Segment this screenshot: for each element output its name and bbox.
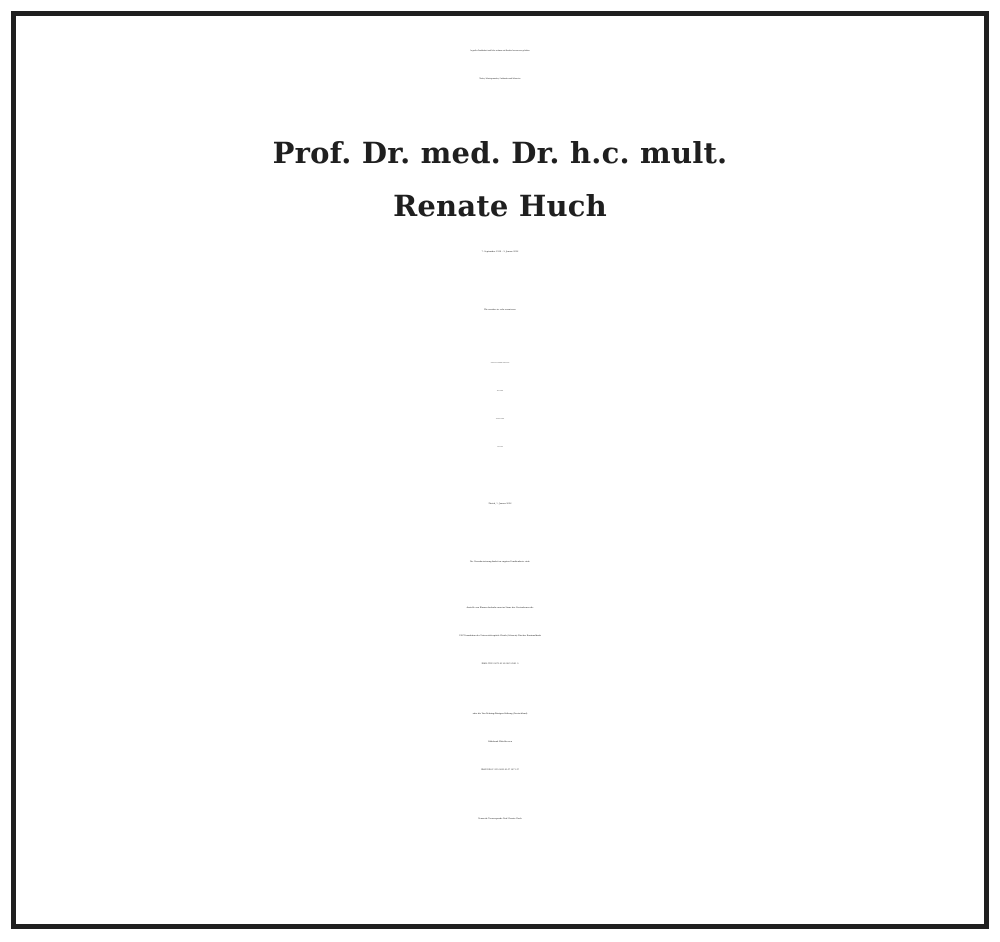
life-dates: 7. September 1938 – 3. Januar 2026 <box>481 251 519 253</box>
family-member: Tara Kubik <box>496 391 504 392</box>
place-date: Zürich, 5. Januar 2026 <box>488 503 512 505</box>
donation-alt-line-2: Volksbank Mittelhessen <box>487 741 513 743</box>
family-member: Ulla Klenk <box>497 447 503 448</box>
family-member: Rahel und Christian Kubik-Huch <box>490 363 510 364</box>
intro-line-2: Mutter, Schwiegermutter, Großmutter und Schwester <box>479 79 521 80</box>
family-member: Theresa Kubik <box>495 419 505 420</box>
donation-alt-line-1: oder die Von Behring-Röntgen-Stiftung (Deutschland) <box>472 713 528 715</box>
burial-note: Die Urnenbeisetzung findet im engsten Familienkreis statt. <box>469 561 531 563</box>
donation-note: Vermerk: Trauerspende Prof. Renate Huch <box>478 818 522 820</box>
donation-line-1: Anstelle von Blumen bedenke man im Sinne der Verstorbenen die <box>466 607 534 609</box>
name-title: Prof. Dr. med. Dr. h.c. mult. <box>272 136 728 170</box>
donation-iban-2: IBAN DE64 5139 0000 0147 1471 47 <box>481 769 519 771</box>
donation-line-2: USZ Foundation des Universitätsspitals Zürich (Schweiz) Zürcher Kantonalbank <box>459 635 541 637</box>
intro-line-1: In großer Dankbarkeit und Liebe nehmen wir Abschied von unserer geliebten <box>470 51 530 52</box>
message: Wir werden sie sehr vermissen. <box>483 309 517 311</box>
name-main: Renate Huch <box>393 189 607 223</box>
donation-iban-1: IBAN CH23 0070 0110 0065 6961 9 <box>481 663 519 665</box>
